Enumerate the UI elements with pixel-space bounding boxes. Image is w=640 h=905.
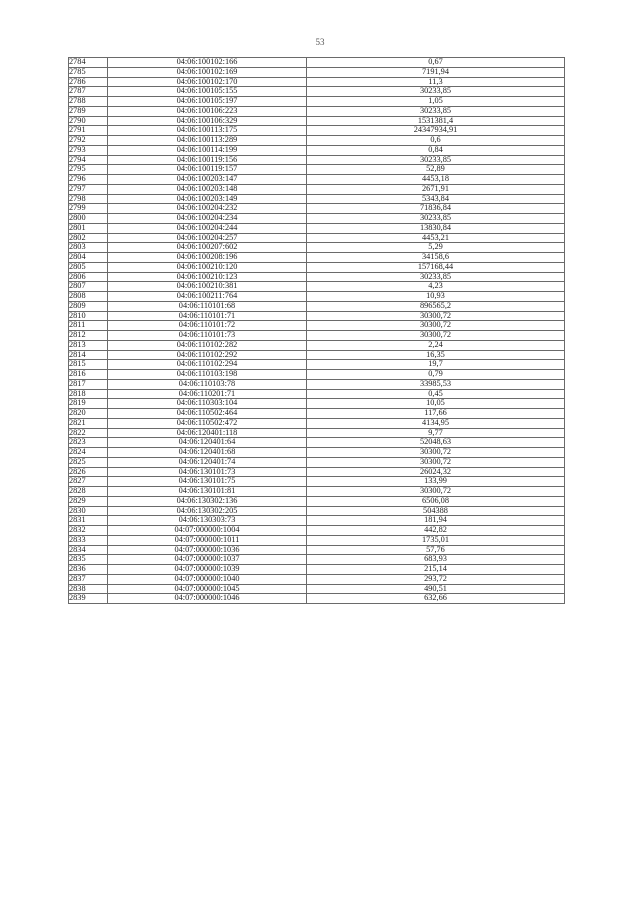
row-number-cell: 2822 [69,428,108,438]
row-number-cell: 2821 [69,418,108,428]
row-number-cell: 2794 [69,155,108,165]
cadastral-number-cell: 04:06:120401:68 [108,448,307,458]
row-number-cell: 2812 [69,331,108,341]
table-row [69,106,565,116]
row-number-cell: 2820 [69,409,108,419]
row-number-cell: 2793 [69,145,108,155]
value-cell: 293,72 [307,574,565,584]
value-cell: 157168,44 [307,262,565,272]
row-number-cell: 2799 [69,204,108,214]
cadastral-number-cell: 04:06:130101:73 [108,467,307,477]
table-row [69,253,565,263]
table-row [69,565,565,575]
cadastral-number-cell: 04:06:130303:73 [108,516,307,526]
table-row [69,418,565,428]
value-cell: 30300,72 [307,448,565,458]
value-cell: 2671,91 [307,184,565,194]
cadastral-number-cell: 04:06:100102:169 [108,67,307,77]
cadastral-number-cell: 04:06:100119:156 [108,155,307,165]
row-number-cell: 2786 [69,77,108,87]
value-cell: 632,66 [307,594,565,604]
value-cell: 30300,72 [307,321,565,331]
row-number-cell: 2816 [69,370,108,380]
cadastral-number-cell: 04:06:100102:170 [108,77,307,87]
row-number-cell: 2810 [69,311,108,321]
table-row [69,301,565,311]
cadastral-number-cell: 04:06:100207:602 [108,243,307,253]
row-number-cell: 2839 [69,594,108,604]
cadastral-number-cell: 04:06:100114:199 [108,145,307,155]
value-cell: 19,7 [307,360,565,370]
table-row [69,243,565,253]
table-row [69,399,565,409]
cadastral-number-cell: 04:06:100204:232 [108,204,307,214]
value-cell: 490,51 [307,584,565,594]
cadastral-number-cell: 04:07:000000:1037 [108,555,307,565]
table-row [69,282,565,292]
row-number-cell: 2802 [69,233,108,243]
table-row [69,545,565,555]
cadastral-number-cell: 04:06:100203:148 [108,184,307,194]
cadastral-number-cell: 04:06:100211:764 [108,292,307,302]
row-number-cell: 2795 [69,165,108,175]
cadastral-number-cell: 04:06:110101:73 [108,331,307,341]
cadastral-number-cell: 04:06:110502:464 [108,409,307,419]
value-cell: 10,93 [307,292,565,302]
value-cell: 0,67 [307,58,565,68]
table-row [69,340,565,350]
row-number-cell: 2813 [69,340,108,350]
table-row [69,428,565,438]
cadastral-number-cell: 04:06:130302:205 [108,506,307,516]
value-cell: 52,89 [307,165,565,175]
table-row [69,477,565,487]
table-row [69,467,565,477]
value-cell: 30233,85 [307,272,565,282]
row-number-cell: 2787 [69,87,108,97]
table-row [69,321,565,331]
cadastral-number-cell: 04:07:000000:1004 [108,526,307,536]
value-cell: 30300,72 [307,487,565,497]
value-cell: 4453,18 [307,175,565,185]
row-number-cell: 2831 [69,516,108,526]
value-cell: 1735,01 [307,535,565,545]
cadastral-number-cell: 04:07:000000:1011 [108,535,307,545]
value-cell: 0,79 [307,370,565,380]
value-cell: 30300,72 [307,331,565,341]
row-number-cell: 2825 [69,457,108,467]
table-row [69,67,565,77]
row-number-cell: 2819 [69,399,108,409]
row-number-cell: 2806 [69,272,108,282]
data-table [68,57,565,604]
cadastral-number-cell: 04:06:120401:74 [108,457,307,467]
table-row [69,262,565,272]
cadastral-number-cell: 04:06:100210:381 [108,282,307,292]
value-cell: 0,6 [307,136,565,146]
table-row [69,145,565,155]
cadastral-number-cell: 04:06:100106:223 [108,106,307,116]
row-number-cell: 2808 [69,292,108,302]
row-number-cell: 2836 [69,565,108,575]
value-cell: 181,94 [307,516,565,526]
table-row [69,350,565,360]
row-number-cell: 2826 [69,467,108,477]
table-row [69,184,565,194]
row-number-cell: 2789 [69,106,108,116]
row-number-cell: 2804 [69,253,108,263]
cadastral-number-cell: 04:06:110102:292 [108,350,307,360]
page-number: 53 [315,37,325,47]
cadastral-number-cell: 04:06:130101:75 [108,477,307,487]
cadastral-number-cell: 04:06:110101:71 [108,311,307,321]
row-number-cell: 2811 [69,321,108,331]
value-cell: 34158,6 [307,253,565,263]
table-row [69,311,565,321]
cadastral-number-cell: 04:06:110101:68 [108,301,307,311]
value-cell: 896565,2 [307,301,565,311]
cadastral-number-cell: 04:06:110103:198 [108,370,307,380]
value-cell: 30233,85 [307,106,565,116]
row-number-cell: 2817 [69,379,108,389]
table-row [69,574,565,584]
cadastral-number-cell: 04:07:000000:1045 [108,584,307,594]
cadastral-number-cell: 04:06:110103:78 [108,379,307,389]
value-cell: 504388 [307,506,565,516]
row-number-cell: 2788 [69,97,108,107]
value-cell: 26024,32 [307,467,565,477]
table-row [69,584,565,594]
value-cell: 10,05 [307,399,565,409]
cadastral-number-cell: 04:07:000000:1039 [108,565,307,575]
row-number-cell: 2809 [69,301,108,311]
value-cell: 117,66 [307,409,565,419]
value-cell: 11,3 [307,77,565,87]
table-row [69,379,565,389]
table-row [69,58,565,68]
row-number-cell: 2824 [69,448,108,458]
table-row [69,194,565,204]
table-body [69,58,565,604]
row-number-cell: 2785 [69,67,108,77]
cadastral-number-cell: 04:07:000000:1040 [108,574,307,584]
value-cell: 30233,85 [307,87,565,97]
table-row [69,116,565,126]
row-number-cell: 2832 [69,526,108,536]
table-row [69,555,565,565]
row-number-cell: 2838 [69,584,108,594]
table-row [69,506,565,516]
table-row [69,331,565,341]
value-cell: 1531381,4 [307,116,565,126]
row-number-cell: 2796 [69,175,108,185]
value-cell: 683,93 [307,555,565,565]
table-row [69,389,565,399]
value-cell: 9,77 [307,428,565,438]
cadastral-number-cell: 04:06:120401:118 [108,428,307,438]
cadastral-number-cell: 04:06:110502:472 [108,418,307,428]
row-number-cell: 2833 [69,535,108,545]
cadastral-number-cell: 04:06:110201:71 [108,389,307,399]
table-row [69,214,565,224]
table-row [69,292,565,302]
table-row [69,360,565,370]
row-number-cell: 2830 [69,506,108,516]
value-cell: 0,45 [307,389,565,399]
table-row [69,204,565,214]
cadastral-number-cell: 04:06:110102:294 [108,360,307,370]
cadastral-number-cell: 04:06:110101:72 [108,321,307,331]
row-number-cell: 2784 [69,58,108,68]
row-number-cell: 2823 [69,438,108,448]
cadastral-number-cell: 04:06:100119:157 [108,165,307,175]
row-number-cell: 2815 [69,360,108,370]
row-number-cell: 2835 [69,555,108,565]
value-cell: 71836,84 [307,204,565,214]
table-row [69,496,565,506]
cadastral-number-cell: 04:06:100105:197 [108,97,307,107]
table-row [69,233,565,243]
row-number-cell: 2814 [69,350,108,360]
row-number-cell: 2790 [69,116,108,126]
value-cell: 5343,84 [307,194,565,204]
table-row [69,516,565,526]
cadastral-number-cell: 04:06:100102:166 [108,58,307,68]
cadastral-number-cell: 04:06:100210:120 [108,262,307,272]
row-number-cell: 2791 [69,126,108,136]
table-row [69,175,565,185]
row-number-cell: 2818 [69,389,108,399]
table-row [69,87,565,97]
value-cell: 30300,72 [307,311,565,321]
table-row [69,526,565,536]
value-cell: 16,35 [307,350,565,360]
value-cell: 6506,08 [307,496,565,506]
table-row [69,77,565,87]
table-row [69,535,565,545]
row-number-cell: 2801 [69,223,108,233]
cadastral-number-cell: 04:06:110102:282 [108,340,307,350]
row-number-cell: 2828 [69,487,108,497]
value-cell: 33985,53 [307,379,565,389]
table-row [69,97,565,107]
value-cell: 0,84 [307,145,565,155]
table-row [69,136,565,146]
row-number-cell: 2837 [69,574,108,584]
value-cell: 4453,21 [307,233,565,243]
value-cell: 57,76 [307,545,565,555]
table-row [69,155,565,165]
cadastral-number-cell: 04:06:100113:175 [108,126,307,136]
value-cell: 4,23 [307,282,565,292]
value-cell: 24347934,91 [307,126,565,136]
table-row [69,487,565,497]
cadastral-number-cell: 04:06:110303:104 [108,399,307,409]
cadastral-number-cell: 04:07:000000:1046 [108,594,307,604]
value-cell: 5,29 [307,243,565,253]
value-cell: 30300,72 [307,457,565,467]
table-row [69,165,565,175]
cadastral-number-cell: 04:06:100106:329 [108,116,307,126]
row-number-cell: 2800 [69,214,108,224]
value-cell: 1,05 [307,97,565,107]
value-cell: 442,82 [307,526,565,536]
value-cell: 133,99 [307,477,565,487]
value-cell: 30233,85 [307,214,565,224]
table-row [69,126,565,136]
table-row [69,370,565,380]
cadastral-number-cell: 04:06:100113:289 [108,136,307,146]
cadastral-number-cell: 04:06:120401:64 [108,438,307,448]
value-cell: 4134,95 [307,418,565,428]
value-cell: 215,14 [307,565,565,575]
cadastral-number-cell: 04:06:130101:81 [108,487,307,497]
row-number-cell: 2797 [69,184,108,194]
row-number-cell: 2798 [69,194,108,204]
table-row [69,438,565,448]
cadastral-number-cell: 04:06:100204:244 [108,223,307,233]
table-row [69,594,565,604]
row-number-cell: 2805 [69,262,108,272]
row-number-cell: 2829 [69,496,108,506]
value-cell: 13830,84 [307,223,565,233]
cadastral-number-cell: 04:06:100204:234 [108,214,307,224]
value-cell: 2,24 [307,340,565,350]
row-number-cell: 2834 [69,545,108,555]
table-row [69,272,565,282]
value-cell: 7191,94 [307,67,565,77]
cadastral-number-cell: 04:06:100203:149 [108,194,307,204]
row-number-cell: 2827 [69,477,108,487]
table-row [69,409,565,419]
table-row [69,448,565,458]
cadastral-number-cell: 04:06:100210:123 [108,272,307,282]
table-row [69,223,565,233]
cadastral-number-cell: 04:06:100203:147 [108,175,307,185]
value-cell: 30233,85 [307,155,565,165]
cadastral-number-cell: 04:07:000000:1036 [108,545,307,555]
cadastral-number-cell: 04:06:100105:155 [108,87,307,97]
row-number-cell: 2803 [69,243,108,253]
row-number-cell: 2807 [69,282,108,292]
cadastral-number-cell: 04:06:100208:196 [108,253,307,263]
cadastral-number-cell: 04:06:130302:136 [108,496,307,506]
cadastral-number-cell: 04:06:100204:257 [108,233,307,243]
table-row [69,457,565,467]
row-number-cell: 2792 [69,136,108,146]
value-cell: 52048,63 [307,438,565,448]
